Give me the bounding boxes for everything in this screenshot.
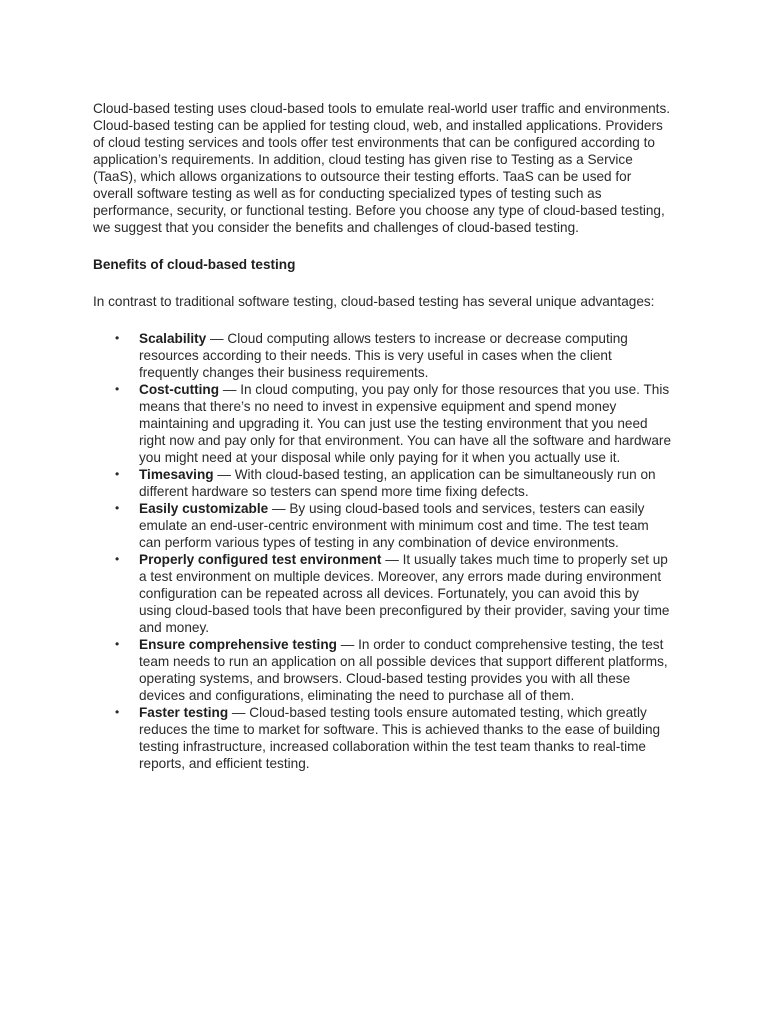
list-item-test-environment: [93, 551, 673, 636]
list-item-easily-customizable: [93, 500, 673, 551]
benefit-term: Timesaving: [139, 467, 214, 482]
benefit-text: — Cloud computing allows testers to increase or decrease computing resources according to their needs. This is very useful in cases when the client frequently changes their business requirements.: [139, 331, 628, 380]
benefit-term: Ensure comprehensive testing: [139, 637, 337, 652]
bullet-icon: •: [115, 467, 120, 481]
bullet-icon: •: [115, 705, 120, 719]
benefit-text: — It usually takes much time to properly set up a test environment on multiple devices. Moreover, any errors made during environment configuration can be repeated across all devices. Fortunately, you can avoid this by using cloud-based tools that have been preconfigured by their provider, saving your time and money.: [139, 552, 670, 635]
list-item-timesaving: [93, 466, 673, 500]
benefit-text: — In order to conduct comprehensive testing, the test team needs to run an application on all possible devices that support different platforms, operating systems, and browsers. Cloud-based testing provides you with all these devices and configurations, eliminating the need to purchase all of them.: [139, 637, 668, 703]
section-heading: Benefits of cloud-based testing: [93, 257, 296, 272]
bullet-icon: •: [115, 382, 120, 396]
benefit-text: — Cloud-based testing tools ensure automated testing, which greatly reduces the time to market for software. This is achieved thanks to the ease of building testing infrastructure, increased collaboration within the test team thanks to real-time reports, and efficient testing.: [139, 705, 661, 771]
benefit-term: Easily customizable: [139, 501, 269, 516]
benefit-text: — With cloud-based testing, an application can be simultaneously run on different hardware so testers can spend more time fixing defects.: [139, 467, 656, 499]
bullet-icon: •: [115, 637, 120, 651]
bullet-icon: •: [115, 552, 120, 566]
benefits-list: [93, 330, 673, 772]
benefit-term: Properly configured test environment: [139, 552, 382, 567]
list-item-scalability: [93, 330, 673, 381]
lead-paragraph: In contrast to traditional software testing, cloud-based testing has several unique advantages:: [93, 294, 655, 309]
list-item-faster-testing: [93, 704, 673, 772]
intro-paragraph: Cloud-based testing uses cloud-based tools to emulate real-world user traffic and environments. Cloud-based testing can be applied for testing cloud, web, and installed applications. Providers of cloud testing services and tools offer test environments that can be configured according to application’s requirements. In addition, cloud testing has given rise to Testing as a Service (TaaS), which allows organizations to outsource their testing efforts. TaaS can be used for overall software testing as well as for conducting specialized types of testing such as performance, security, or functional testing. Before you choose any type of cloud-based testing, we suggest that you consider the benefits and challenges of cloud-based testing.: [93, 101, 671, 235]
bullet-icon: •: [115, 501, 120, 515]
benefit-text: — In cloud computing, you pay only for those resources that you use. This means that there’s no need to invest in expensive equipment and spend money maintaining and upgrading it. You can just use the testing environment that you need right now and pay only for that environment. You can have all the software and hardware you might need at your disposal while only paying for it when you actually use it.: [139, 382, 672, 465]
benefit-term: Scalability: [139, 331, 207, 346]
benefit-term: Cost-cutting: [139, 382, 220, 397]
benefit-term: Faster testing: [139, 705, 229, 720]
document-page: [93, 100, 673, 772]
bullet-icon: •: [115, 331, 120, 345]
list-item-comprehensive-testing: [93, 636, 673, 704]
benefit-text: — By using cloud-based tools and services, testers can easily emulate an end-user-centric environment with minimum cost and time. The test team can perform various types of testing in any combination of device environments.: [139, 501, 649, 550]
list-item-cost-cutting: [93, 381, 673, 466]
